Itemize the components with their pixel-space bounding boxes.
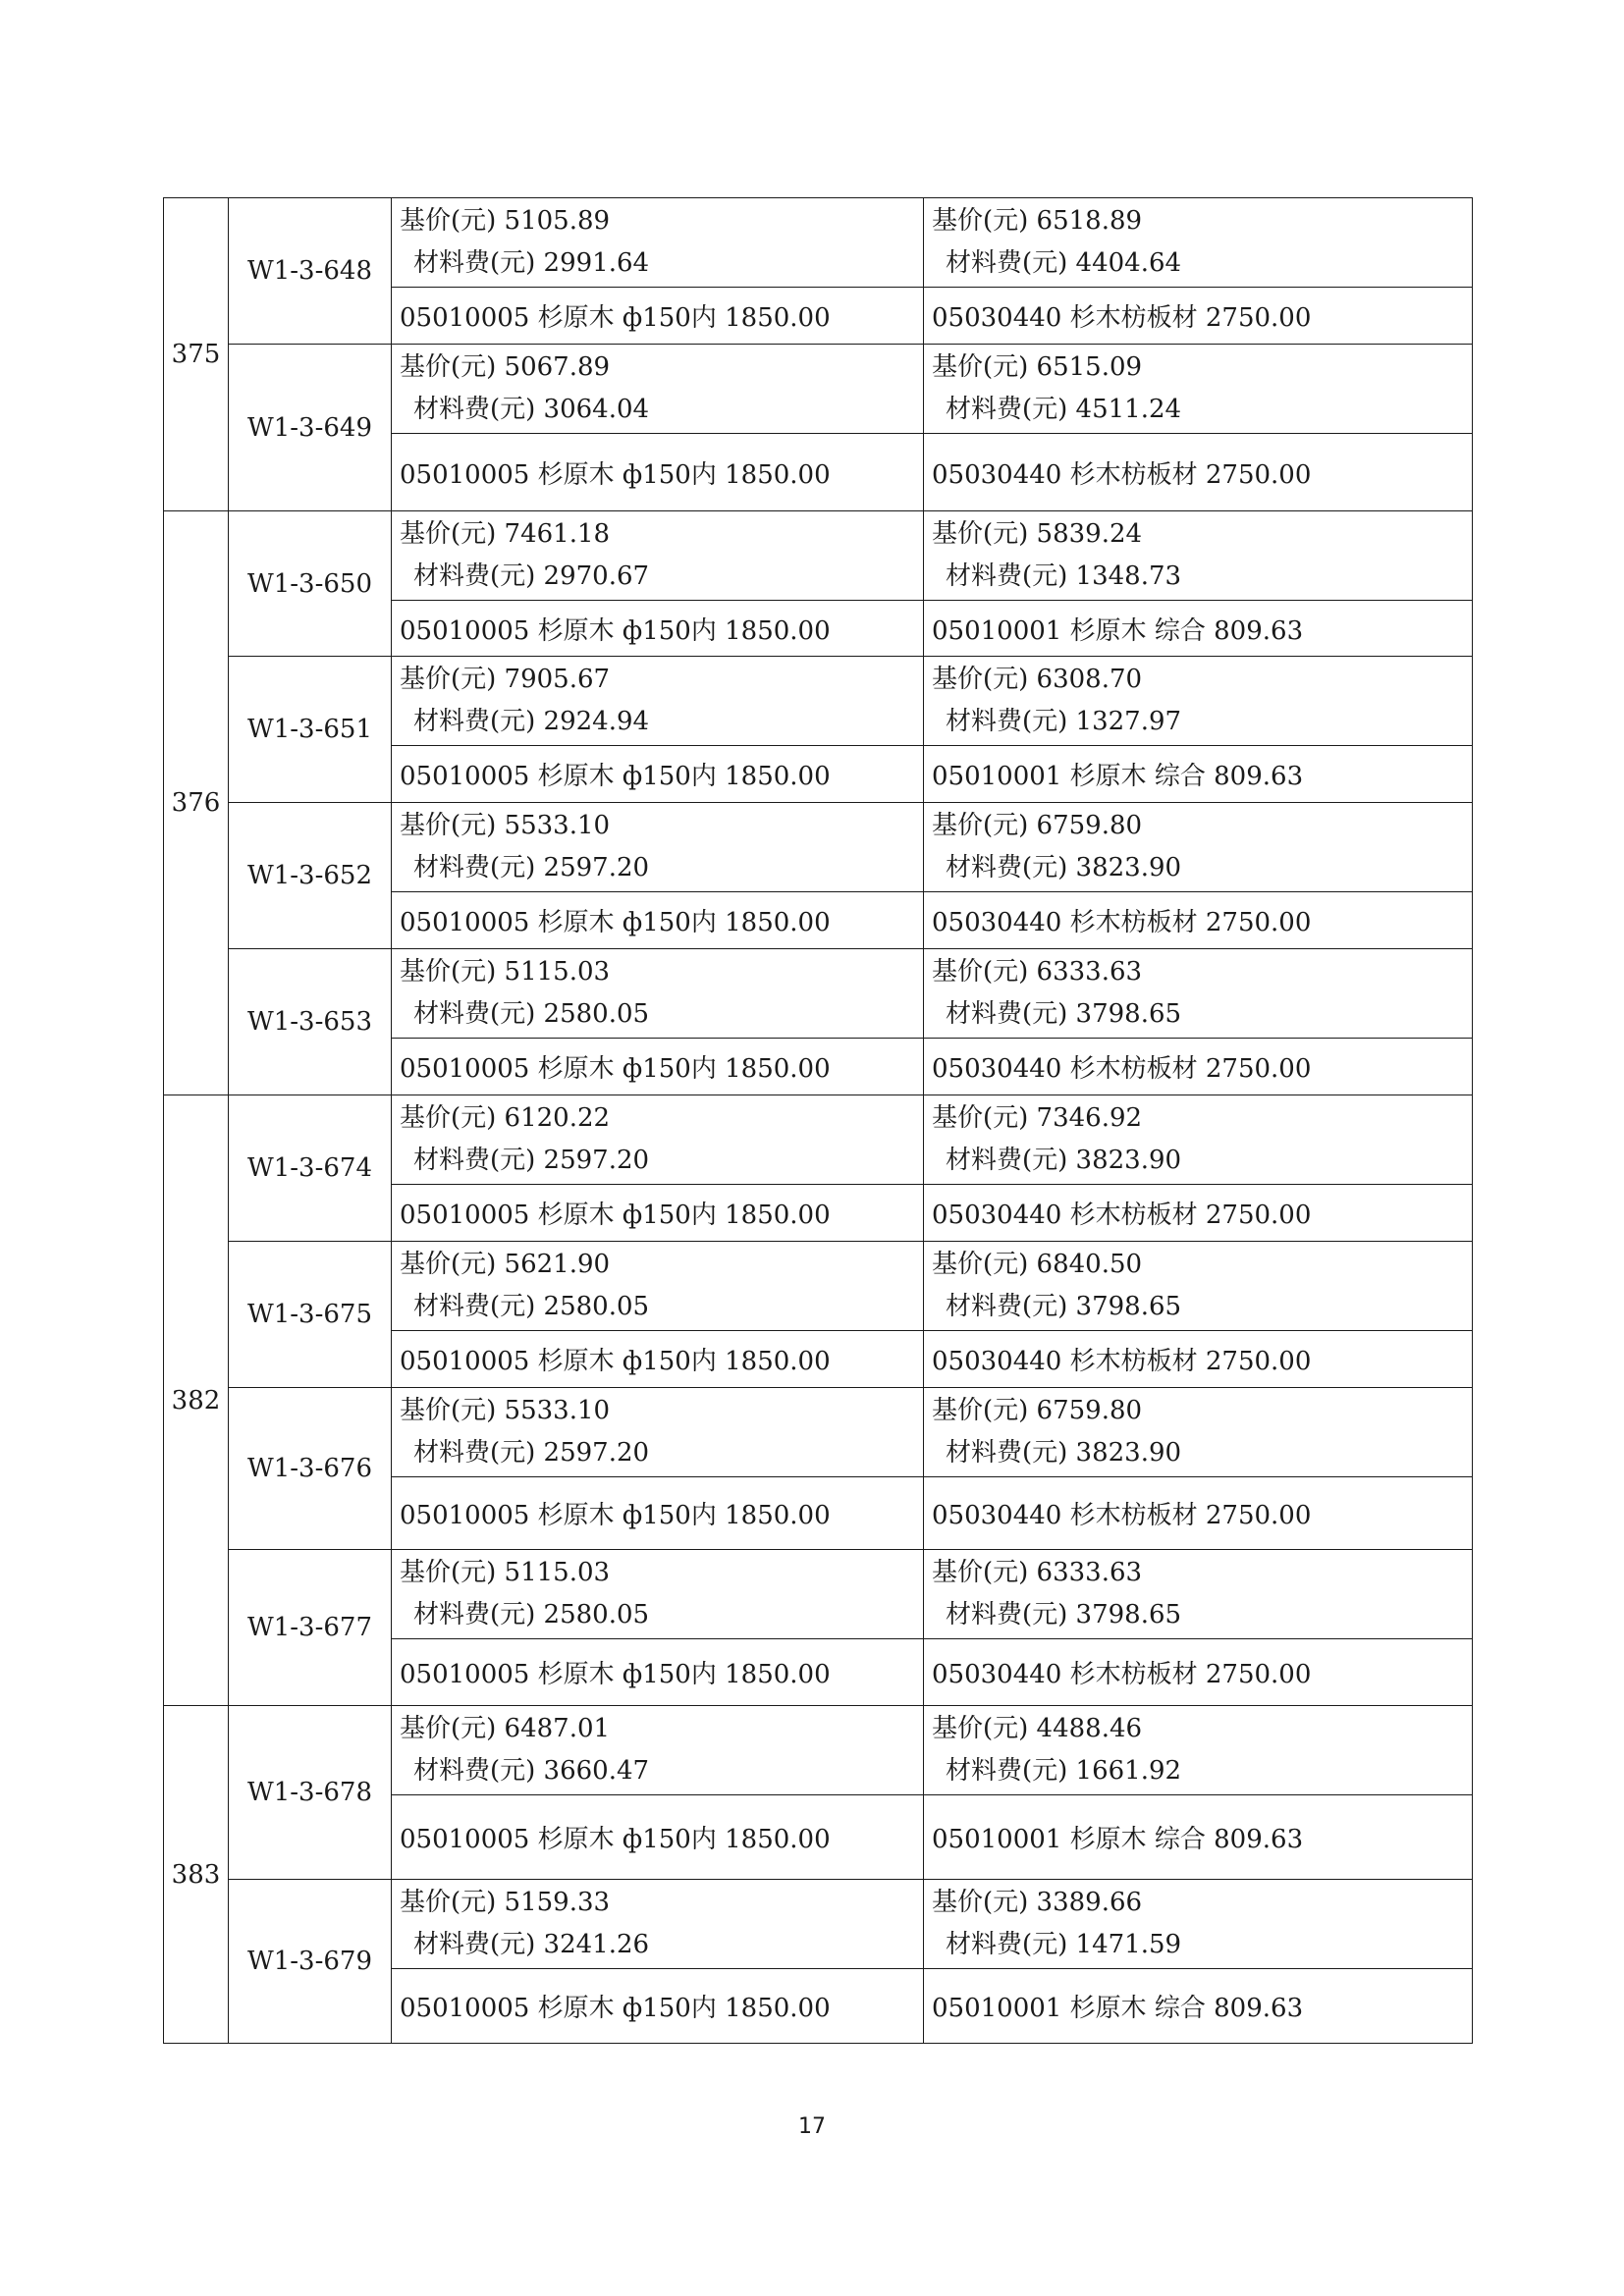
base-price: 基价(元) 6333.63 — [932, 957, 1143, 987]
material-cost: 材料费(元) 1471.59 — [946, 1930, 1182, 1959]
material-cost: 材料费(元) 1327.97 — [946, 707, 1182, 736]
left-wood-material: 05010005 杉原木 ф150内 1850.00 — [392, 1039, 924, 1095]
right-wood-material: 05030440 杉木枋板材 2750.00 — [924, 1185, 1473, 1242]
price-table — [163, 197, 1473, 2044]
base-price: 基价(元) 5839.24 — [932, 519, 1143, 549]
group-number: 376 — [164, 511, 229, 1095]
material-cost: 材料费(元) 3660.47 — [413, 1756, 650, 1786]
base-price: 基价(元) 6308.70 — [932, 665, 1143, 694]
price-row — [164, 1242, 1473, 1331]
right-price-cell — [924, 1706, 1473, 1795]
material-cost: 材料费(元) 2580.05 — [413, 1292, 650, 1321]
right-wood-material: 05010001 杉原木 综合 809.63 — [924, 1969, 1473, 2044]
left-wood-material: 05010005 杉原木 ф150内 1850.00 — [392, 1185, 924, 1242]
item-code: W1-3-652 — [229, 803, 392, 949]
base-price: 基价(元) 4488.46 — [932, 1714, 1143, 1743]
left-wood-material: 05010005 杉原木 ф150内 1850.00 — [392, 434, 924, 511]
item-code: W1-3-678 — [229, 1706, 392, 1880]
right-wood-material: 05030440 杉木枋板材 2750.00 — [924, 288, 1473, 345]
right-price-cell — [924, 949, 1473, 1039]
material-cost: 材料费(元) 3823.90 — [946, 1146, 1182, 1175]
left-wood-material: 05010005 杉原木 ф150内 1850.00 — [392, 746, 924, 803]
base-price: 基价(元) 7346.92 — [932, 1103, 1143, 1133]
right-wood-material: 05030440 杉木枋板材 2750.00 — [924, 1477, 1473, 1550]
price-row — [164, 949, 1473, 1039]
right-wood-material: 05030440 杉木枋板材 2750.00 — [924, 1331, 1473, 1388]
base-price: 基价(元) 5533.10 — [400, 811, 611, 840]
material-cost: 材料费(元) 2970.67 — [413, 561, 650, 591]
base-price: 基价(元) 6120.22 — [400, 1103, 611, 1133]
left-wood-material: 05010005 杉原木 ф150内 1850.00 — [392, 892, 924, 949]
right-wood-material: 05030440 杉木枋板材 2750.00 — [924, 892, 1473, 949]
item-code: W1-3-675 — [229, 1242, 392, 1388]
price-row — [164, 1550, 1473, 1639]
base-price: 基价(元) 6840.50 — [932, 1250, 1143, 1279]
material-cost: 材料费(元) 1348.73 — [946, 561, 1182, 591]
base-price: 基价(元) 6487.01 — [400, 1714, 611, 1743]
material-cost: 材料费(元) 3823.90 — [946, 853, 1182, 882]
right-price-cell — [924, 1095, 1473, 1185]
left-price-cell — [392, 949, 924, 1039]
left-wood-material: 05010005 杉原木 ф150内 1850.00 — [392, 1639, 924, 1706]
material-cost: 材料费(元) 2580.05 — [413, 1600, 650, 1629]
left-price-cell — [392, 1242, 924, 1331]
item-code: W1-3-650 — [229, 511, 392, 657]
material-cost: 材料费(元) 2991.64 — [413, 248, 650, 278]
left-wood-material: 05010005 杉原木 ф150内 1850.00 — [392, 1795, 924, 1880]
group-number: 383 — [164, 1706, 229, 2044]
left-price-cell — [392, 1095, 924, 1185]
material-cost: 材料费(元) 3241.26 — [413, 1930, 650, 1959]
item-code: W1-3-648 — [229, 198, 392, 345]
left-wood-material: 05010005 杉原木 ф150内 1850.00 — [392, 1969, 924, 2044]
price-row — [164, 1388, 1473, 1477]
right-price-cell — [924, 345, 1473, 434]
material-cost: 材料费(元) 4404.64 — [946, 248, 1182, 278]
material-cost: 材料费(元) 2924.94 — [413, 707, 650, 736]
base-price: 基价(元) 6333.63 — [932, 1558, 1143, 1587]
base-price: 基价(元) 5105.89 — [400, 206, 611, 236]
base-price: 基价(元) 6759.80 — [932, 811, 1143, 840]
right-wood-material: 05030440 杉木枋板材 2750.00 — [924, 434, 1473, 511]
left-wood-material: 05010005 杉原木 ф150内 1850.00 — [392, 601, 924, 657]
right-wood-material: 05030440 杉木枋板材 2750.00 — [924, 1639, 1473, 1706]
right-price-cell — [924, 657, 1473, 746]
base-price: 基价(元) 5067.89 — [400, 352, 611, 382]
right-price-cell — [924, 511, 1473, 601]
price-row — [164, 1880, 1473, 1969]
price-row — [164, 1706, 1473, 1795]
material-cost: 材料费(元) 3798.65 — [946, 1292, 1182, 1321]
price-row — [164, 1095, 1473, 1185]
price-row — [164, 198, 1473, 288]
right-price-cell — [924, 198, 1473, 288]
right-wood-material: 05010001 杉原木 综合 809.63 — [924, 601, 1473, 657]
item-code: W1-3-679 — [229, 1880, 392, 2044]
base-price: 基价(元) 6515.09 — [932, 352, 1143, 382]
left-price-cell — [392, 198, 924, 288]
material-cost: 材料费(元) 2597.20 — [413, 853, 650, 882]
right-price-cell — [924, 1388, 1473, 1477]
material-cost: 材料费(元) 2597.20 — [413, 1146, 650, 1175]
right-price-cell — [924, 803, 1473, 892]
group-number: 382 — [164, 1095, 229, 1706]
left-price-cell — [392, 345, 924, 434]
left-price-cell — [392, 657, 924, 746]
item-code: W1-3-677 — [229, 1550, 392, 1706]
material-cost: 材料费(元) 3064.04 — [413, 395, 650, 424]
material-cost: 材料费(元) 4511.24 — [946, 395, 1182, 424]
left-price-cell — [392, 1388, 924, 1477]
material-cost: 材料费(元) 1661.92 — [946, 1756, 1182, 1786]
base-price: 基价(元) 5159.33 — [400, 1888, 611, 1917]
price-row — [164, 345, 1473, 434]
left-price-cell — [392, 511, 924, 601]
price-row — [164, 803, 1473, 892]
item-code: W1-3-651 — [229, 657, 392, 803]
right-price-cell — [924, 1242, 1473, 1331]
left-wood-material: 05010005 杉原木 ф150内 1850.00 — [392, 1477, 924, 1550]
right-wood-material: 05010001 杉原木 综合 809.63 — [924, 746, 1473, 803]
page-number: 17 — [798, 2114, 826, 2139]
left-wood-material: 05010005 杉原木 ф150内 1850.00 — [392, 288, 924, 345]
material-cost: 材料费(元) 3798.65 — [946, 999, 1182, 1029]
base-price: 基价(元) 5533.10 — [400, 1396, 611, 1425]
right-price-cell — [924, 1550, 1473, 1639]
base-price: 基价(元) 5115.03 — [400, 1558, 611, 1587]
group-number: 375 — [164, 198, 229, 511]
left-price-cell — [392, 1880, 924, 1969]
base-price: 基价(元) 3389.66 — [932, 1888, 1143, 1917]
left-price-cell — [392, 803, 924, 892]
right-price-cell — [924, 1880, 1473, 1969]
left-wood-material: 05010005 杉原木 ф150内 1850.00 — [392, 1331, 924, 1388]
price-row — [164, 657, 1473, 746]
item-code: W1-3-676 — [229, 1388, 392, 1550]
left-price-cell — [392, 1550, 924, 1639]
material-cost: 材料费(元) 2580.05 — [413, 999, 650, 1029]
price-row — [164, 511, 1473, 601]
base-price: 基价(元) 5115.03 — [400, 957, 611, 987]
item-code: W1-3-674 — [229, 1095, 392, 1242]
base-price: 基价(元) 6518.89 — [932, 206, 1143, 236]
left-price-cell — [392, 1706, 924, 1795]
item-code: W1-3-653 — [229, 949, 392, 1095]
material-cost: 材料费(元) 2597.20 — [413, 1438, 650, 1468]
item-code: W1-3-649 — [229, 345, 392, 511]
base-price: 基价(元) 7905.67 — [400, 665, 611, 694]
base-price: 基价(元) 5621.90 — [400, 1250, 611, 1279]
material-cost: 材料费(元) 3823.90 — [946, 1438, 1182, 1468]
material-cost: 材料费(元) 3798.65 — [946, 1600, 1182, 1629]
base-price: 基价(元) 6759.80 — [932, 1396, 1143, 1425]
base-price: 基价(元) 7461.18 — [400, 519, 611, 549]
right-wood-material: 05030440 杉木枋板材 2750.00 — [924, 1039, 1473, 1095]
right-wood-material: 05010001 杉原木 综合 809.63 — [924, 1795, 1473, 1880]
